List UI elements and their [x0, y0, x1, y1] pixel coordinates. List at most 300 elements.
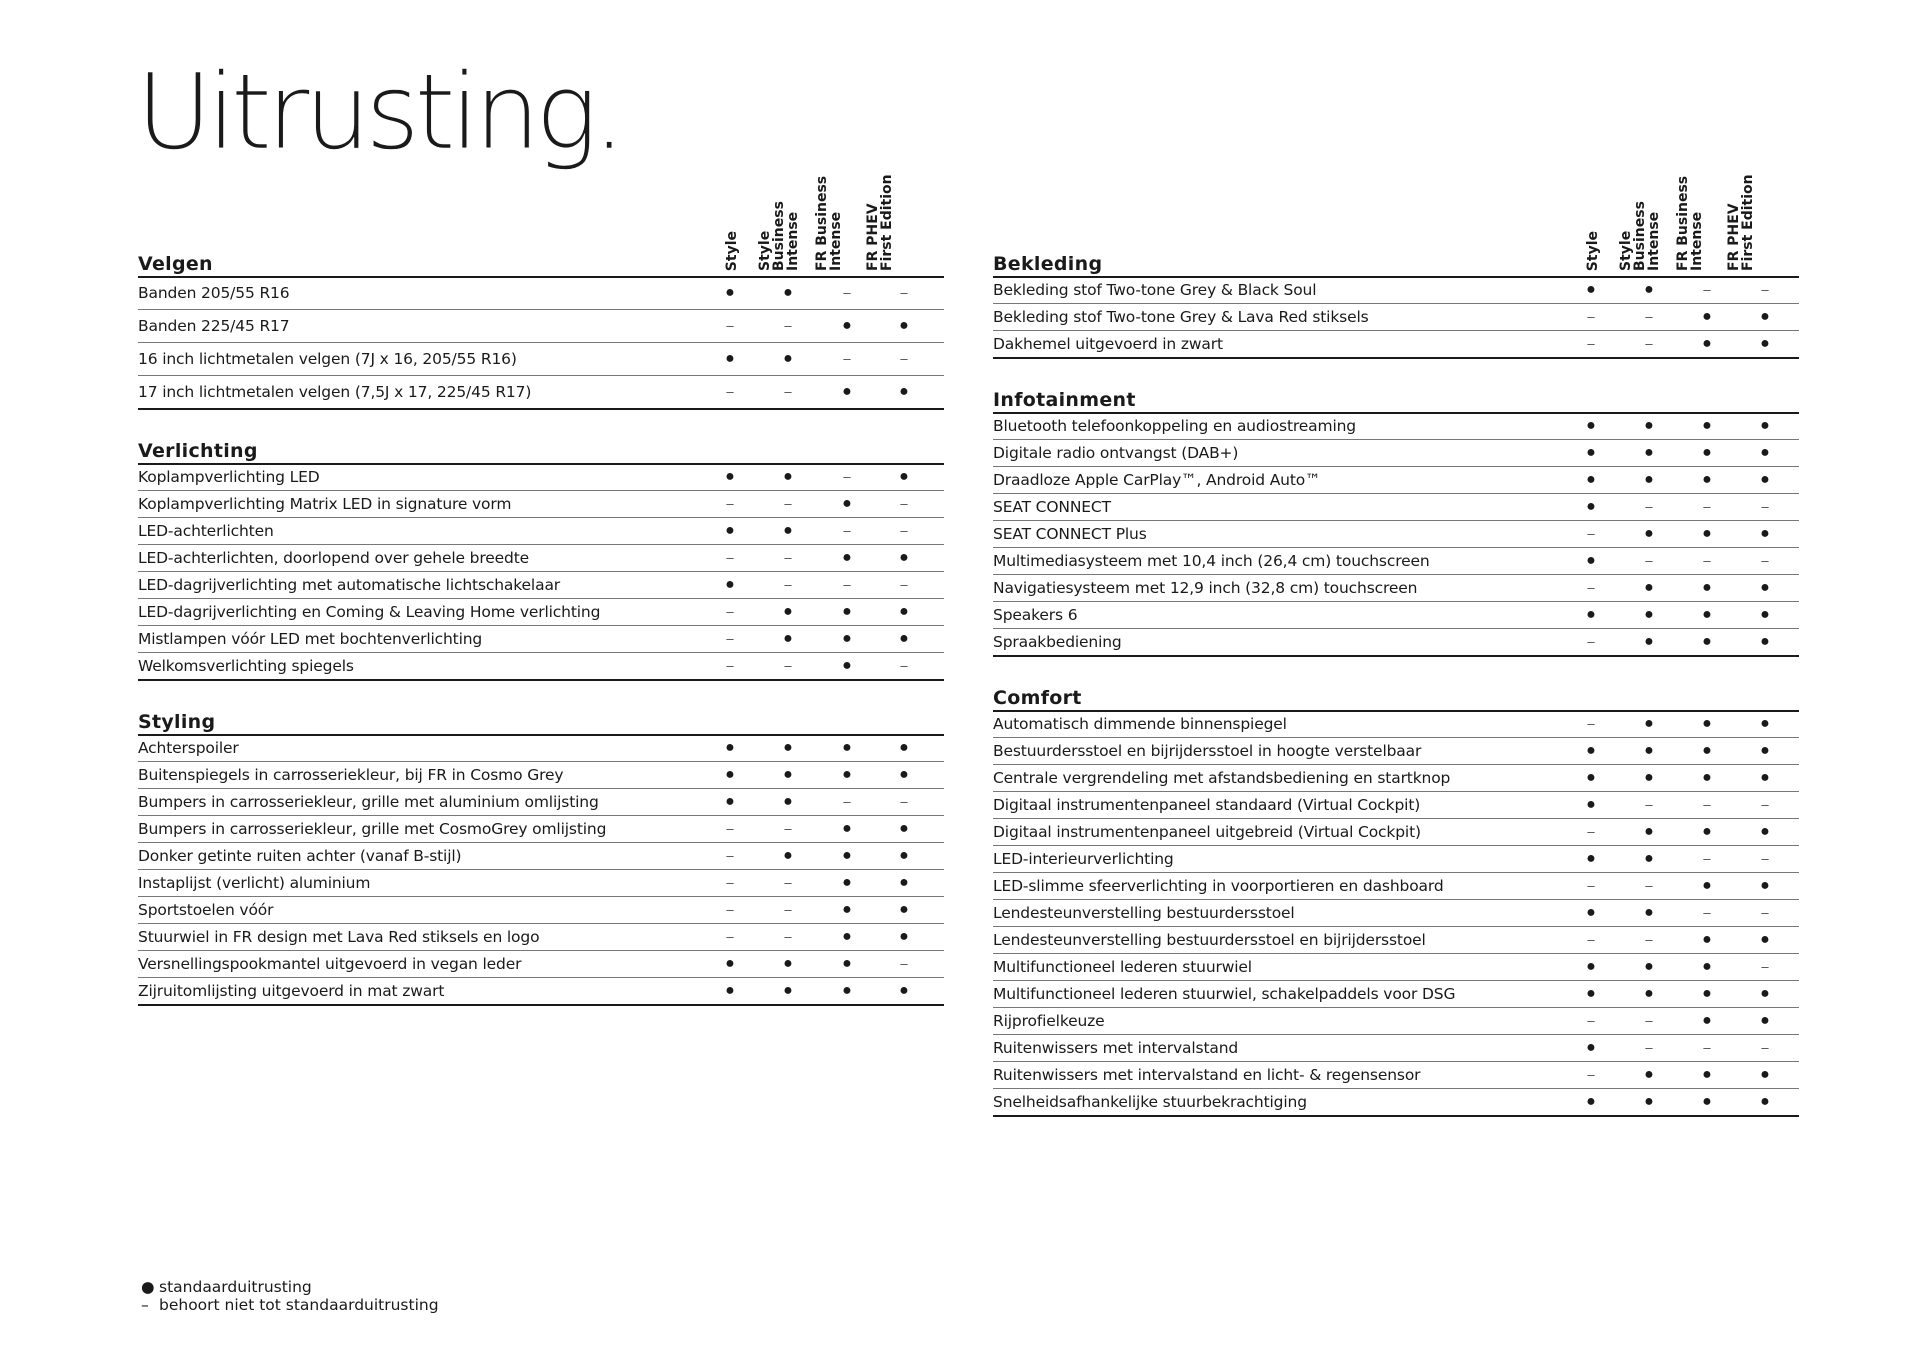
feature-label: Multifunctioneel lederen stuurwiel, schakelpaddels voor DSG [993, 985, 1456, 1003]
standard-dot-icon: ● [1586, 281, 1596, 298]
standard-dot-icon: ● [842, 847, 852, 864]
column-header-label: Style Business Intense [1618, 201, 1662, 271]
feature-label: Koplampverlichting Matrix LED in signature vorm [138, 495, 512, 513]
not-standard-dash-icon: – [1761, 851, 1769, 866]
not-standard-dash-icon: – [1587, 1013, 1595, 1028]
not-standard-dash-icon: – [900, 794, 908, 809]
table-row [993, 277, 1799, 304]
standard-dot-icon: ● [1586, 471, 1596, 488]
not-standard-dash-icon: – [843, 351, 851, 366]
not-standard-dash-icon: – [726, 821, 734, 836]
table-row [138, 843, 944, 870]
column-header-label: FR PHEV First Edition [865, 174, 895, 271]
table-row [138, 897, 944, 924]
standard-dot-icon: ● [1702, 715, 1712, 732]
standard-dot-icon: ● [1586, 417, 1596, 434]
not-standard-dash-icon: – [900, 285, 908, 300]
not-standard-dash-icon: – [726, 604, 734, 619]
feature-label: LED-achterlichten [138, 522, 274, 540]
feature-label: Spraakbediening [993, 633, 1122, 651]
standard-dot-icon: ● [1644, 525, 1654, 542]
standard-dot-icon: ● [1702, 525, 1712, 542]
table-row [138, 789, 944, 816]
feature-label: Buitenspiegels in carrosseriekleur, bij FR in Cosmo Grey [138, 766, 564, 784]
table-row [993, 1035, 1799, 1062]
standard-dot-icon: ● [1644, 417, 1654, 434]
standard-dot-icon: ● [1760, 417, 1770, 434]
not-standard-dash-icon: – [1761, 1040, 1769, 1055]
feature-label: 17 inch lichtmetalen velgen (7,5J x 17, 225/45 R17) [138, 383, 532, 401]
not-standard-dash-icon: – [784, 902, 792, 917]
table-row [138, 343, 944, 376]
not-standard-dash-icon: – [726, 384, 734, 399]
standard-dot-icon: ● [1586, 444, 1596, 461]
section-title: Infotainment [993, 389, 1136, 411]
standard-dot-icon: ● [725, 284, 735, 301]
section-header [138, 704, 944, 735]
column-header [1619, 165, 1677, 271]
not-standard-dash-icon: – [1703, 499, 1711, 514]
table-row [993, 548, 1799, 575]
feature-label: Bumpers in carrosseriekleur, grille met CosmoGrey omlijsting [138, 820, 607, 838]
standard-dot-icon: ● [1760, 742, 1770, 759]
standard-dot-icon: ● [1702, 877, 1712, 894]
column-header-label: FR Business Intense [814, 175, 844, 271]
standard-dot-icon: ● [1760, 985, 1770, 1002]
feature-label: Lendesteunverstelling bestuurdersstoel en bijrijdersstoel [993, 931, 1426, 949]
feature-label: Lendesteunverstelling bestuurdersstoel [993, 904, 1295, 922]
not-standard-dash-icon: – [1645, 932, 1653, 947]
feature-label: Snelheidsafhankelijke stuurbekrachtiging [993, 1093, 1307, 1111]
feature-label: Koplampverlichting LED [138, 468, 320, 486]
feature-label: Digitale radio ontvangst (DAB+) [993, 444, 1239, 462]
standard-dot-icon: ● [842, 603, 852, 620]
feature-label: LED-dagrijverlichting en Coming & Leaving Home verlichting [138, 603, 601, 621]
not-standard-dash-icon: – [1703, 553, 1711, 568]
table-row [993, 738, 1799, 765]
standard-dot-icon: ● [783, 350, 793, 367]
not-standard-dash-icon: – [900, 523, 908, 538]
standard-dot-icon: ● [1586, 742, 1596, 759]
column-header-label: Style Business Intense [757, 201, 801, 271]
table-row [138, 464, 944, 491]
standard-dot-icon: ● [899, 982, 909, 999]
standard-dot-icon: ● [842, 820, 852, 837]
standard-dot-icon: ● [1644, 769, 1654, 786]
standard-dot-icon: ● [1760, 525, 1770, 542]
feature-label: Navigatiesysteem met 12,9 inch (32,8 cm) touchscreen [993, 579, 1418, 597]
table-row [138, 924, 944, 951]
not-standard-dash-icon: – [1703, 905, 1711, 920]
not-standard-dash-icon: – [726, 496, 734, 511]
not-standard-dash-icon: – [784, 929, 792, 944]
standard-dot-icon: ● [1644, 958, 1654, 975]
table-row [993, 440, 1799, 467]
feature-label: Banden 205/55 R16 [138, 284, 290, 302]
not-standard-dash-icon: – [1587, 526, 1595, 541]
standard-dot-icon: ● [1702, 633, 1712, 650]
section-title: Verlichting [138, 440, 258, 462]
table-row [993, 413, 1799, 440]
legend-item-standard [141, 1278, 439, 1296]
not-standard-dash-icon: – [1587, 634, 1595, 649]
not-standard-dash-icon: – [1645, 499, 1653, 514]
not-standard-dash-icon: – [1587, 1067, 1595, 1082]
section-header [993, 680, 1799, 711]
page-title: Uitrusting. [136, 51, 621, 173]
standard-dot-icon: ● [1760, 633, 1770, 650]
standard-dot-icon: ● [899, 901, 909, 918]
feature-label: LED-dagrijverlichting met automatische lichtschakelaar [138, 576, 561, 594]
column-header-label: FR PHEV First Edition [1726, 174, 1756, 271]
standard-dot-icon: ● [842, 495, 852, 512]
standard-dot-icon: ● [1644, 985, 1654, 1002]
table-row [138, 951, 944, 978]
standard-dot-icon: ● [783, 522, 793, 539]
standard-dot-icon: ● [1586, 552, 1596, 569]
standard-dot-icon: ● [1760, 1012, 1770, 1029]
feature-label: LED-interieurverlichting [993, 850, 1174, 868]
standard-dot-icon: ● [1644, 444, 1654, 461]
not-standard-dash-icon: – [1761, 905, 1769, 920]
table-row [993, 954, 1799, 981]
not-standard-dash-icon: – [784, 875, 792, 890]
standard-dot-icon: ● [1586, 796, 1596, 813]
standard-dot-icon: ● [1586, 1093, 1596, 1110]
table-row [138, 376, 944, 410]
standard-dot-icon: ● [725, 955, 735, 972]
standard-dot-icon: ● [725, 576, 735, 593]
standard-dot-icon: ● [1586, 1039, 1596, 1056]
not-standard-dash-icon: – [843, 794, 851, 809]
standard-dot-icon: ● [1644, 633, 1654, 650]
not-standard-dash-icon: – [726, 658, 734, 673]
feature-label: Digitaal instrumentenpaneel standaard (Virtual Cockpit) [993, 796, 1421, 814]
not-standard-dash-icon: – [900, 658, 908, 673]
table-row [993, 602, 1799, 629]
feature-label: Achterspoiler [138, 739, 239, 757]
not-standard-dash-icon: – [900, 351, 908, 366]
standard-dot-icon: ● [1760, 335, 1770, 352]
table-row [138, 310, 944, 343]
standard-dot-icon: ● [1644, 1093, 1654, 1110]
table-row [993, 765, 1799, 792]
column-header [758, 165, 816, 271]
standard-dot-icon: ● [899, 874, 909, 891]
standard-dot-icon: ● [1702, 985, 1712, 1002]
feature-label: Stuurwiel in FR design met Lava Red stiksels en logo [138, 928, 540, 946]
standard-dot-icon: ● [1702, 471, 1712, 488]
feature-label: Sportstoelen vóór [138, 901, 274, 919]
table-row [138, 762, 944, 789]
section-title: Styling [138, 711, 216, 733]
not-standard-dash-icon: – [1645, 1013, 1653, 1028]
feature-label: Dakhemel uitgevoerd in zwart [993, 335, 1223, 353]
feature-label: Bekleding stof Two-tone Grey & Lava Red stiksels [993, 308, 1369, 326]
standard-dot-icon: ● [1702, 579, 1712, 596]
standard-dot-icon: ● [783, 630, 793, 647]
standard-dot-icon: ● [1702, 606, 1712, 623]
column-header-label: FR Business Intense [1675, 175, 1705, 271]
standard-dot-icon: ● [842, 317, 852, 334]
section-header [138, 433, 944, 464]
feature-label: 16 inch lichtmetalen velgen (7J x 16, 205/55 R16) [138, 350, 517, 368]
standard-dot-icon: ● [842, 383, 852, 400]
standard-dot-icon: ● [899, 383, 909, 400]
standard-dot-icon: ● [1760, 877, 1770, 894]
standard-dot-icon: ● [1586, 904, 1596, 921]
feature-label: LED-slimme sfeerverlichting in voorportieren en dashboard [993, 877, 1444, 895]
standard-dot-icon: ● [899, 928, 909, 945]
section-title: Comfort [993, 687, 1082, 709]
table-row [993, 792, 1799, 819]
column-header-label: Style [1585, 230, 1601, 271]
feature-label: Rijprofielkeuze [993, 1012, 1105, 1030]
standard-dot-icon: ● [842, 657, 852, 674]
standard-dot-icon: ● [725, 766, 735, 783]
standard-dot-icon: ● [1760, 579, 1770, 596]
section-title: Velgen [138, 253, 213, 275]
not-standard-dash-icon: – [726, 929, 734, 944]
standard-dot-icon: ● [783, 284, 793, 301]
not-standard-dash-icon: – [1645, 336, 1653, 351]
feature-label: Centrale vergrendeling met afstandsbediening en startknop [993, 769, 1451, 787]
dot-icon: ● [141, 1278, 155, 1296]
not-standard-dash-icon: – [1761, 499, 1769, 514]
not-standard-dash-icon: – [1703, 797, 1711, 812]
column-header-label: Style [724, 230, 740, 271]
not-standard-dash-icon: – [900, 956, 908, 971]
standard-dot-icon: ● [1644, 1066, 1654, 1083]
not-standard-dash-icon: – [1703, 282, 1711, 297]
feature-label: Versnellingspookmantel uitgevoerd in vegan leder [138, 955, 522, 973]
standard-dot-icon: ● [842, 955, 852, 972]
table-row [993, 331, 1799, 359]
not-standard-dash-icon: – [1761, 282, 1769, 297]
standard-dot-icon: ● [1702, 769, 1712, 786]
not-standard-dash-icon: – [1587, 336, 1595, 351]
legend [141, 1278, 439, 1314]
not-standard-dash-icon: – [1587, 716, 1595, 731]
standard-dot-icon: ● [1702, 335, 1712, 352]
feature-label: Mistlampen vóór LED met bochtenverlichting [138, 630, 483, 648]
not-standard-dash-icon: – [1761, 797, 1769, 812]
standard-dot-icon: ● [783, 955, 793, 972]
standard-dot-icon: ● [1644, 579, 1654, 596]
feature-label: Bluetooth telefoonkoppeling en audiostreaming [993, 417, 1356, 435]
standard-dot-icon: ● [783, 982, 793, 999]
feature-label: Automatisch dimmende binnenspiegel [993, 715, 1287, 733]
standard-dot-icon: ● [1760, 1093, 1770, 1110]
standard-dot-icon: ● [1702, 1066, 1712, 1083]
not-standard-dash-icon: – [1645, 553, 1653, 568]
standard-dot-icon: ● [842, 928, 852, 945]
not-standard-dash-icon: – [784, 821, 792, 836]
section-header [993, 382, 1799, 413]
standard-dot-icon: ● [842, 549, 852, 566]
standard-dot-icon: ● [1760, 606, 1770, 623]
table-row [138, 599, 944, 626]
not-standard-dash-icon: – [784, 496, 792, 511]
standard-dot-icon: ● [1644, 850, 1654, 867]
table-row [993, 873, 1799, 900]
table-row [993, 575, 1799, 602]
standard-dot-icon: ● [1586, 769, 1596, 786]
not-standard-dash-icon: – [784, 384, 792, 399]
not-standard-dash-icon: – [843, 577, 851, 592]
not-standard-dash-icon: – [1587, 580, 1595, 595]
not-standard-dash-icon: – [726, 875, 734, 890]
table-row [138, 735, 944, 762]
table-row [138, 816, 944, 843]
column-header [866, 165, 924, 271]
standard-dot-icon: ● [1702, 742, 1712, 759]
table-row [138, 572, 944, 599]
feature-label: LED-achterlichten, doorlopend over gehele breedte [138, 549, 530, 567]
standard-dot-icon: ● [842, 874, 852, 891]
table-row [138, 491, 944, 518]
standard-dot-icon: ● [899, 820, 909, 837]
feature-label: Draadloze Apple CarPlay™, Android Auto™ [993, 471, 1321, 489]
feature-label: Ruitenwissers met intervalstand en licht- & regensensor [993, 1066, 1421, 1084]
standard-dot-icon: ● [1760, 769, 1770, 786]
table-row [993, 304, 1799, 331]
table-row [138, 978, 944, 1006]
not-standard-dash-icon: – [726, 550, 734, 565]
not-standard-dash-icon: – [1703, 851, 1711, 866]
feature-label: Bestuurdersstoel en bijrijdersstoel in hoogte verstelbaar [993, 742, 1422, 760]
section-title: Bekleding [993, 253, 1103, 275]
table-row [993, 981, 1799, 1008]
not-standard-dash-icon: – [1645, 309, 1653, 324]
not-standard-dash-icon: – [784, 550, 792, 565]
feature-label: Banden 225/45 R17 [138, 317, 290, 335]
not-standard-dash-icon: – [784, 658, 792, 673]
standard-dot-icon: ● [899, 468, 909, 485]
table-row [993, 629, 1799, 657]
standard-dot-icon: ● [1760, 715, 1770, 732]
standard-dot-icon: ● [725, 522, 735, 539]
legend-item-not-standard [141, 1296, 439, 1314]
standard-dot-icon: ● [1702, 958, 1712, 975]
standard-dot-icon: ● [842, 739, 852, 756]
standard-dot-icon: ● [1760, 471, 1770, 488]
not-standard-dash-icon: – [1645, 797, 1653, 812]
feature-label: Bekleding stof Two-tone Grey & Black Soul [993, 281, 1317, 299]
standard-dot-icon: ● [1644, 606, 1654, 623]
table-row [138, 518, 944, 545]
standard-dot-icon: ● [1760, 308, 1770, 325]
not-standard-dash-icon: – [1587, 932, 1595, 947]
not-standard-dash-icon: – [1645, 1040, 1653, 1055]
standard-dot-icon: ● [899, 739, 909, 756]
feature-label: Welkomsverlichting spiegels [138, 657, 354, 675]
feature-label: Speakers 6 [993, 606, 1078, 624]
equipment-table-left [138, 165, 944, 1006]
standard-dot-icon: ● [899, 630, 909, 647]
standard-dot-icon: ● [725, 739, 735, 756]
table-row [993, 521, 1799, 548]
section-header [138, 165, 944, 277]
table-row [993, 1062, 1799, 1089]
not-standard-dash-icon: – [1587, 824, 1595, 839]
standard-dot-icon: ● [1760, 1066, 1770, 1083]
table-row [993, 927, 1799, 954]
not-standard-dash-icon: – [726, 631, 734, 646]
standard-dot-icon: ● [1702, 308, 1712, 325]
standard-dot-icon: ● [783, 793, 793, 810]
not-standard-dash-icon: – [1703, 1040, 1711, 1055]
feature-label: Bumpers in carrosseriekleur, grille met aluminium omlijsting [138, 793, 599, 811]
standard-dot-icon: ● [842, 630, 852, 647]
feature-label: SEAT CONNECT [993, 498, 1111, 516]
not-standard-dash-icon: – [784, 577, 792, 592]
standard-dot-icon: ● [899, 549, 909, 566]
legend-label: behoort niet tot standaarduitrusting [159, 1296, 439, 1314]
not-standard-dash-icon: – [1645, 878, 1653, 893]
standard-dot-icon: ● [899, 603, 909, 620]
table-row [993, 1008, 1799, 1035]
standard-dot-icon: ● [1644, 823, 1654, 840]
legend-label: standaarduitrusting [159, 1278, 312, 1296]
not-standard-dash-icon: – [1587, 878, 1595, 893]
standard-dot-icon: ● [1644, 471, 1654, 488]
standard-dot-icon: ● [1760, 823, 1770, 840]
standard-dot-icon: ● [1586, 985, 1596, 1002]
feature-label: Multimediasysteem met 10,4 inch (26,4 cm) touchscreen [993, 552, 1430, 570]
feature-label: SEAT CONNECT Plus [993, 525, 1147, 543]
equipment-table-right [993, 165, 1799, 1117]
table-row [138, 277, 944, 310]
standard-dot-icon: ● [1644, 742, 1654, 759]
standard-dot-icon: ● [1586, 958, 1596, 975]
column-header [1727, 165, 1785, 271]
standard-dot-icon: ● [1644, 904, 1654, 921]
table-row [138, 626, 944, 653]
standard-dot-icon: ● [725, 982, 735, 999]
not-standard-dash-icon: – [726, 902, 734, 917]
standard-dot-icon: ● [842, 901, 852, 918]
table-row [993, 846, 1799, 873]
standard-dot-icon: ● [725, 793, 735, 810]
standard-dot-icon: ● [1702, 1012, 1712, 1029]
standard-dot-icon: ● [899, 317, 909, 334]
standard-dot-icon: ● [725, 468, 735, 485]
table-row [993, 900, 1799, 927]
standard-dot-icon: ● [842, 982, 852, 999]
table-row [138, 870, 944, 897]
feature-label: Digitaal instrumentenpaneel uitgebreid (Virtual Cockpit) [993, 823, 1421, 841]
feature-label: Ruitenwissers met intervalstand [993, 1039, 1239, 1057]
not-standard-dash-icon: – [843, 285, 851, 300]
not-standard-dash-icon: – [843, 523, 851, 538]
standard-dot-icon: ● [783, 766, 793, 783]
table-row [993, 819, 1799, 846]
not-standard-dash-icon: – [726, 848, 734, 863]
feature-label: Zijruitomlijsting uitgevoerd in mat zwart [138, 982, 445, 1000]
not-standard-dash-icon: – [900, 577, 908, 592]
feature-label: Donker getinte ruiten achter (vanaf B-stijl) [138, 847, 462, 865]
standard-dot-icon: ● [783, 603, 793, 620]
table-row [993, 467, 1799, 494]
standard-dot-icon: ● [1702, 1093, 1712, 1110]
standard-dot-icon: ● [1586, 850, 1596, 867]
not-standard-dash-icon: – [1761, 959, 1769, 974]
standard-dot-icon: ● [783, 739, 793, 756]
standard-dot-icon: ● [783, 847, 793, 864]
standard-dot-icon: ● [899, 766, 909, 783]
standard-dot-icon: ● [1702, 823, 1712, 840]
